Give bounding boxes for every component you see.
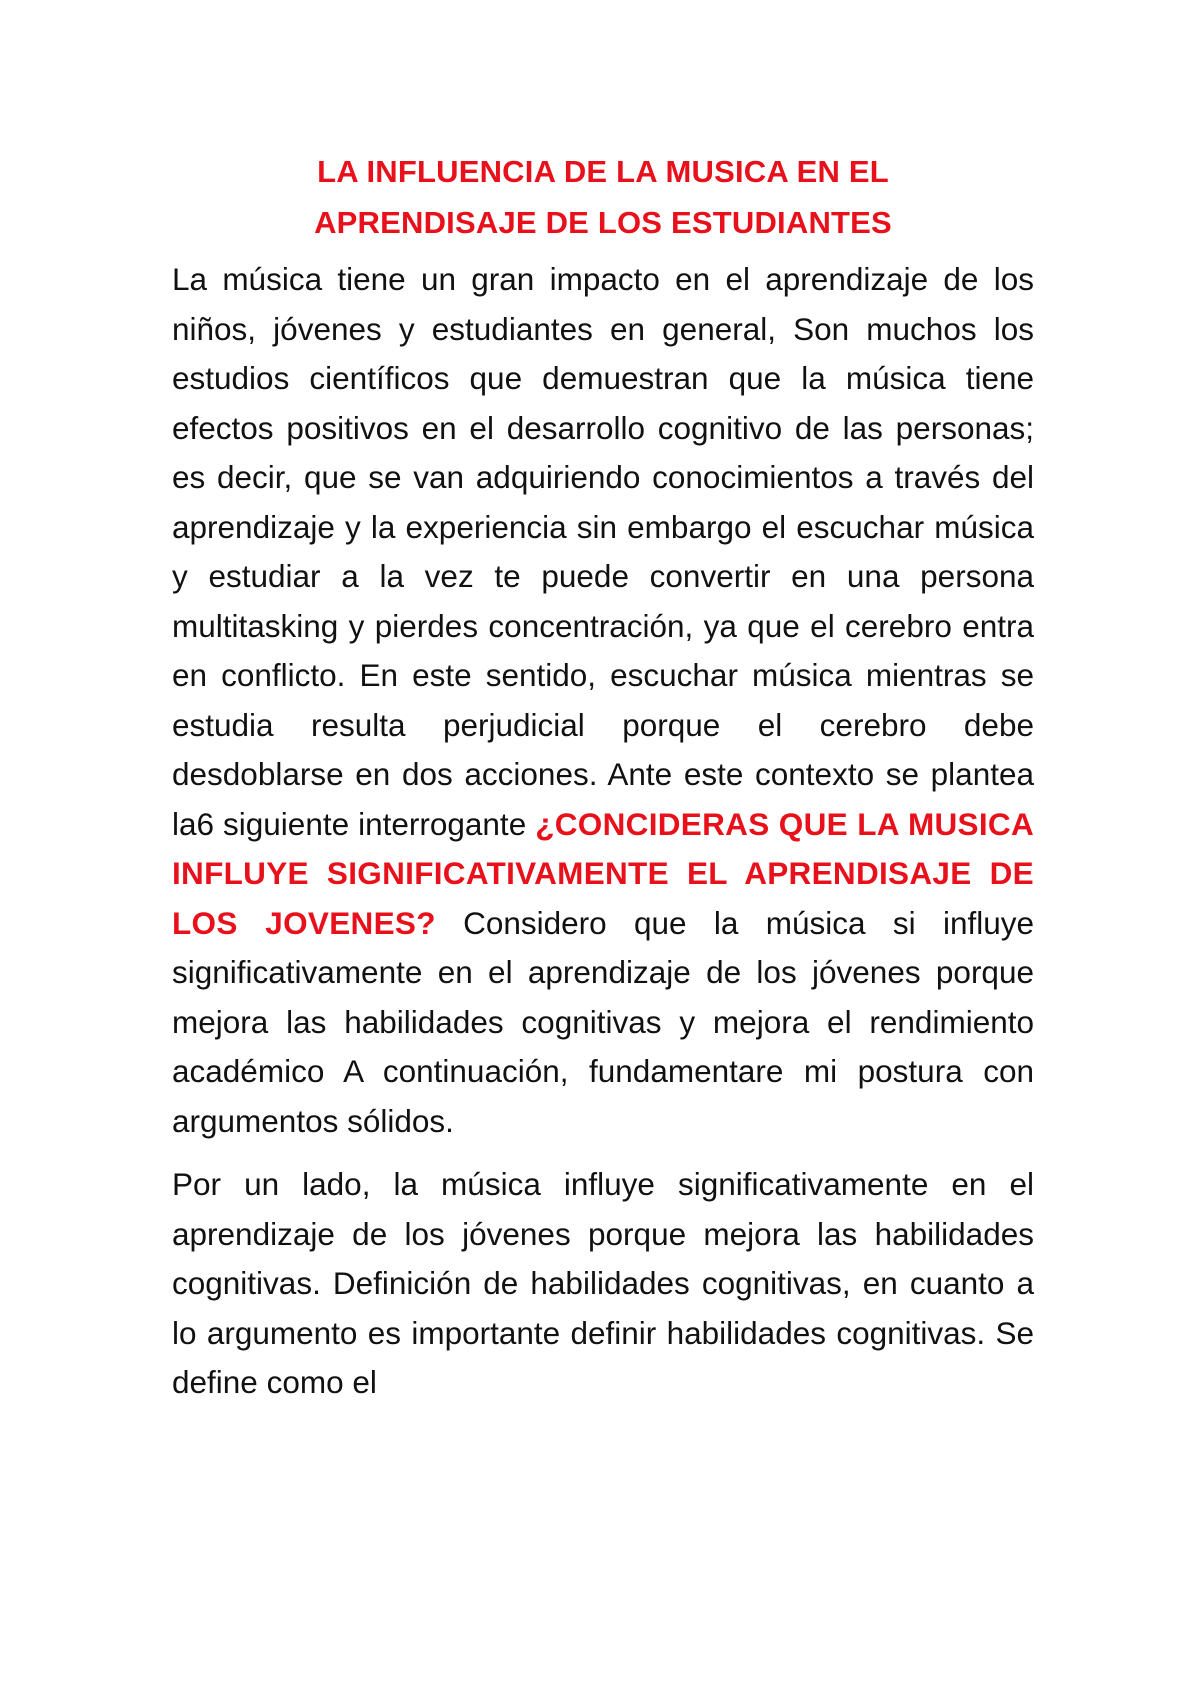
document-body — [172, 146, 1034, 1408]
thesis-statement: Considero que la música si influye significativamente en el aprendizaje de los jóvenes porque mejora las habilidades cognitivas y mejora el rendimiento académico A continuación, fundamentare mi postura con argumentos sólidos. — [172, 904, 1034, 1139]
title-line-1: LA INFLUENCIA DE LA MUSICA EN EL — [317, 154, 889, 189]
research-question: ¿CONCIDERAS QUE LA MUSICA INFLUYE SIGNIFICATIVAMENTE EL APRENDISAJE DE LOS JOVENES? — [172, 805, 1034, 941]
paragraph-intro-text: La música tiene un gran impacto en el aprendizaje de los niños, jóvenes y estudiantes en general, Son muchos los estudios científicos que demuestran que la música tiene efectos positivos en el desarrollo cognitivo de las personas; es decir, que se van adquiriendo conocimientos a través del aprendizaje y la experiencia sin embargo el escuchar música y estudiar a la vez te puede convertir en una persona multitasking y pierdes concentración, ya que el cerebro entra en conflicto. En este sentido, escuchar música mientras se estudia resulta perjudicial porque el cerebro debe desdoblarse en dos acciones. Ante este contexto se plantea la6 siguiente interrogante — [172, 261, 1034, 842]
document-title — [172, 146, 1034, 248]
paragraph-argument: Por un lado, la música influye significativamente en el aprendizaje de los jóvenes porque mejora las habilidades cognitivas. Definición de habilidades cognitivas, en cuanto a lo argumento es importante definir habilidades cognitivas. Se define como el — [172, 1166, 1034, 1400]
title-line-2: APRENDISAJE DE LOS ESTUDIANTES — [314, 205, 892, 240]
paragraph-intro — [172, 255, 1034, 1146]
